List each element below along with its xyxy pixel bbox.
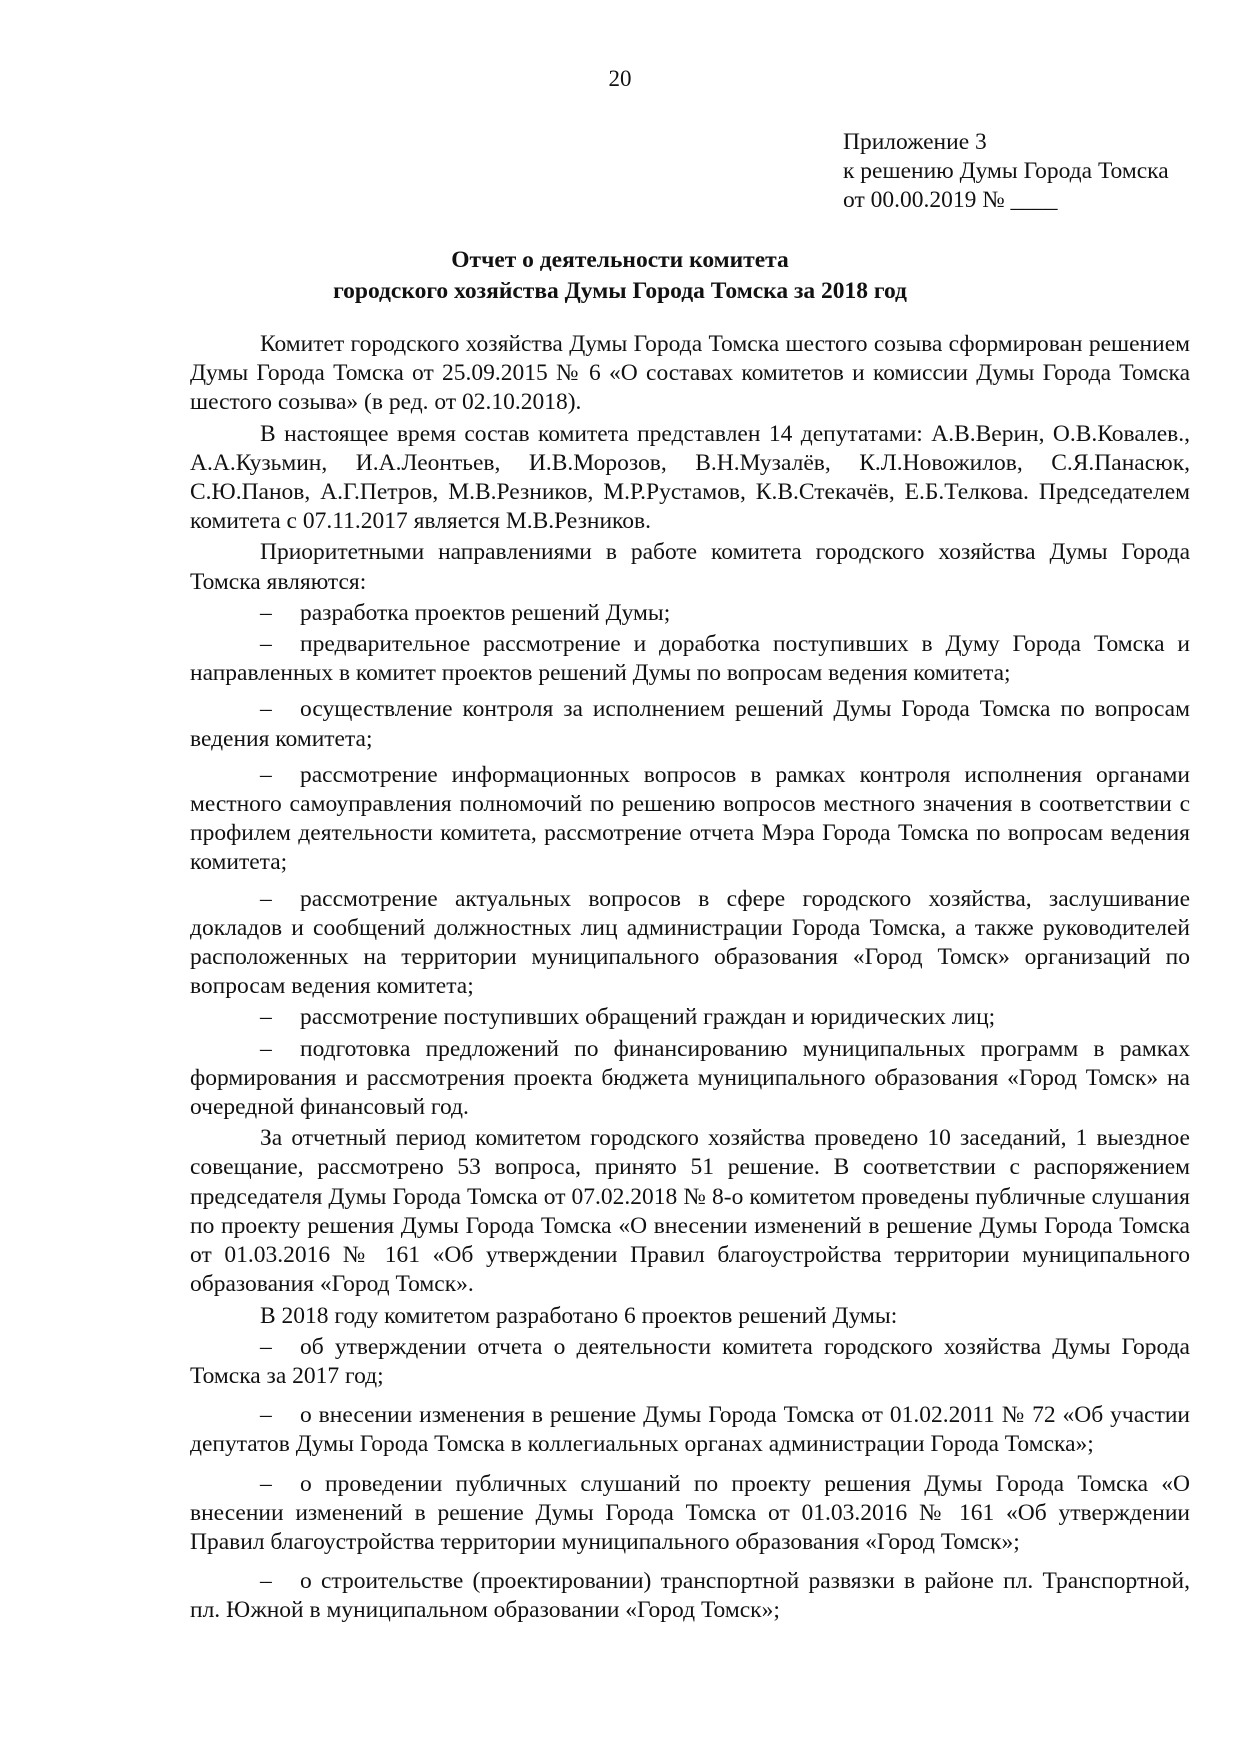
list-item-text: рассмотрение информационных вопросов в рамках контроля исполнения органами местного самоуправления полномочий по решению вопросов местного значения в соответствии с профилем деятельности комитета, рассмотрение отчета Мэра Города Томска по вопросам ведения комитета; [190,761,1190,876]
appendix-line-1: Приложение 3 [843,129,987,155]
dash-marker: – [260,1333,272,1360]
dash-marker: – [260,1035,272,1062]
document-body [190,330,1190,1626]
list-item [190,1333,1190,1391]
list-item [190,695,1190,753]
dash-marker: – [260,696,272,723]
dash-marker: – [260,1402,272,1429]
list-item [190,630,1190,688]
title-line-1: Отчет о деятельности комитета [451,247,789,273]
dash-marker: – [260,599,272,626]
list-item-text: разработка проектов решений Думы; [300,599,671,626]
document-title [0,245,1240,307]
paragraph-committee-members: В настоящее время состав комитета представлен 14 депутатами: А.В.Верин, О.В.Ковалев., А.А.Кузьмин, И.А.Леонтьев, И.В.Морозов, В.Н.Музалёв, К.Л.Новожилов, С.Я.Панасюк, С.Ю.Панов, А.Г.Петров, М.В.Резников, М.Р.Рустамов, К.В.Стекачёв, Е.Б.Телкова. Председателем комитета с 07.11.2017 является М.В.Резников. [190,420,1190,535]
list-item-text: предварительное рассмотрение и доработка поступивших в Думу Города Томска и направленных в комитет проектов решений Думы по вопросам ведения комитета; [190,631,1190,687]
list-item [190,885,1190,1002]
dash-marker: – [260,761,272,788]
list-item-text: рассмотрение актуальных вопросов в сфере городского хозяйства, заслушивание докладов и сообщений должностных лиц администрации Города Томска, а также руководителей расположенных на территории муниципального образования «Город Томск» организаций по вопросам ведения комитета; [190,885,1190,1000]
appendix-line-2: к решению Думы Города Томска [843,158,1169,184]
paragraph-reporting-period: За отчетный период комитетом городского хозяйства проведено 10 заседаний, 1 выездное совещание, рассмотрено 53 вопроса, принято 51 решение. В соответствии с распоряжением председателя Думы Города Томска от 07.02.2018 № 8-о комитетом проведены публичные слушания по проекту решения Думы Города Томска «О внесении изменений в решение Думы Города Томска от 01.03.2016 № 161 «Об утверждении Правил благоустройства территории муниципального образования «Город Томск». [190,1125,1190,1298]
appendix-header [843,128,1169,215]
paragraph-projects-intro: В 2018 году комитетом разработано 6 проектов решений Думы: [260,1302,898,1329]
list-item [190,1401,1190,1459]
list-item-text: о внесении изменения в решение Думы Города Томска от 01.02.2011 № 72 «Об участии депутатов Думы Города Томска в коллегиальных органах администрации Города Томска»; [190,1402,1190,1458]
list-item [190,1567,1190,1625]
dash-marker: – [260,885,272,912]
list-item [190,599,1190,628]
dash-marker: – [260,631,272,658]
title-line-2: городского хозяйства Думы Города Томска за 2018 год [333,278,907,304]
list-item [190,1470,1190,1558]
dash-marker: – [260,1004,272,1031]
list-item [190,1035,1190,1123]
list-item-text: о строительстве (проектировании) транспортной развязки в районе пл. Транспортной, пл. Южной в муниципальном образовании «Город Томск»; [190,1568,1190,1624]
appendix-line-3: от 00.00.2019 № ____ [843,187,1058,213]
list-item-text: осуществление контроля за исполнением решений Думы Города Томска по вопросам ведения комитета; [190,696,1190,752]
list-item-text: об утверждении отчета о деятельности комитета городского хозяйства Думы Города Томска за 2017 год; [190,1333,1190,1389]
list-item [190,761,1190,878]
paragraph-priorities-intro: Приоритетными направлениями в работе комитета городского хозяйства Думы Города Томска являются: [190,539,1190,595]
list-item-text: подготовка предложений по финансированию муниципальных программ в рамках формирования и рассмотрения проекта бюджета муниципального образования «Город Томск» на очередной финансовый год. [190,1035,1190,1121]
list-item [190,1003,1190,1032]
paragraph-committee-formation: Комитет городского хозяйства Думы Города Томска шестого созыва сформирован решением Думы Города Томска от 25.09.2015 № 6 «О составах комитетов и комиссии Думы Города Томска шестого созыва» (в ред. от 02.10.2018). [190,331,1190,416]
list-item-text: о проведении публичных слушаний по проекту решения Думы Города Томска «О внесении изменений в решение Думы Города Томска от 01.03.2016 № 161 «Об утверждении Правил благоустройства территории муниципального образования «Город Томск»; [190,1470,1190,1555]
dash-marker: – [260,1470,272,1497]
list-item-text: рассмотрение поступивших обращений граждан и юридических лиц; [300,1004,996,1031]
page-number: 20 [608,66,632,91]
dash-marker: – [260,1568,272,1595]
